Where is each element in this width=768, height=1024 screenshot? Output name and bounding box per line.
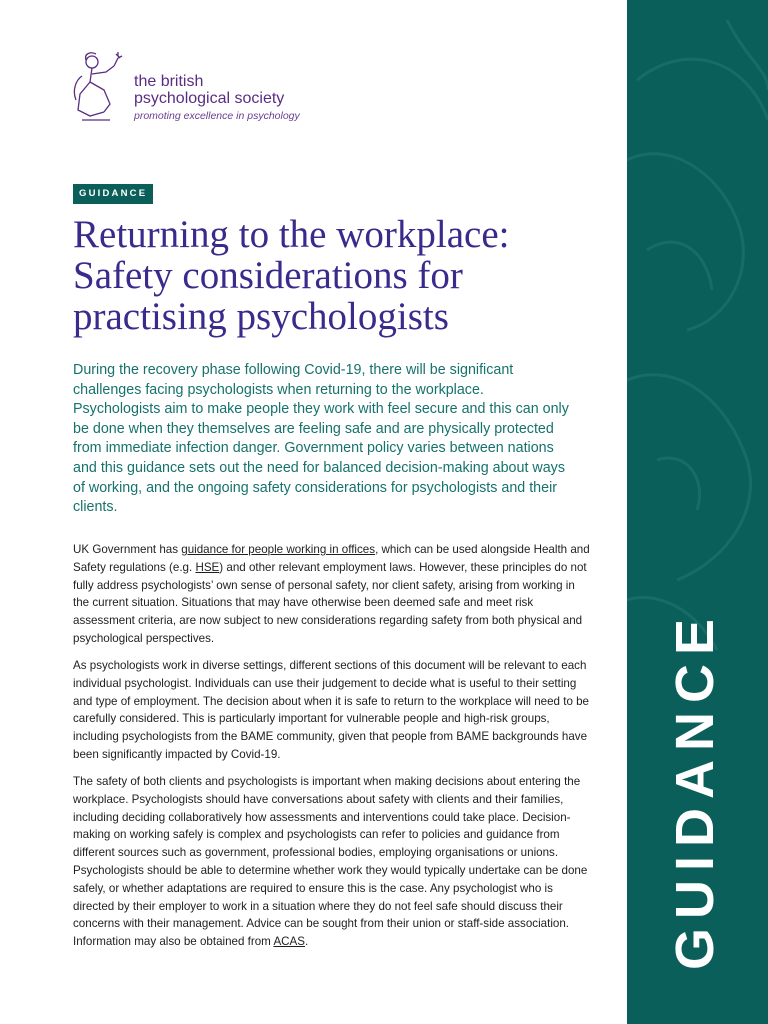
sidebar-guidance-label: GUIDANCE [665,609,725,970]
logo-text [134,73,300,122]
para3-text-b: . [305,935,309,949]
body-paragraph-1 [73,541,593,648]
guidance-badge: GUIDANCE [73,184,153,204]
para1-text-a: UK Government has [73,543,182,556]
intro-paragraph: During the recovery phase following Covid-19, there will be significant challenges facing psychologists when returning to the workplace. Psychologists aim to make people they work with feel secure and this can only be done when they themselves are feeling safe and are physically protected from immediate infection danger. Government policy varies between nations and this guidance sets out the need for balanced decision-making about ways of working, and the ongoing safety considerations for psychologists and their clients. [73,362,569,516]
bps-logo[interactable] [70,50,330,130]
seated-figure-logo-icon [70,50,130,126]
hse-link[interactable]: HSE [195,560,220,574]
office-guidance-link[interactable]: guidance for people working in offices [181,543,376,556]
para1-text-b: , which can be used alongside Health and Safety regulations (e.g. [73,543,590,574]
body-paragraph-3 [73,773,593,951]
logo-tagline: promoting excellence in psychology [134,110,300,122]
body-paragraph-2: As psychologists work in diverse settings, different sections of this document will be relevant to each individual psychologist. Individuals can use their judgement to decide what is useful to their setting and type of employment. The decision about when it is safe to return to the workplace will need to be carefully considered. This is particularly important for vulnerable people and high-risk groups, including psychologists from the BAME community, given that people from BAME backgrounds have been significantly impacted by Covid-19. [73,659,590,761]
acas-link[interactable]: ACAS [273,935,306,949]
para1-text-c: ) and other relevant employment laws. However, these principles do not fully address psychologists’ own sense of personal safety, nor client safety, arising from working in the current situation. Situations that may have otherwise been deemed safe and meet risk assessment criteria, are now subject to new considerations regarding safety from both physical and psychological perspectives. [73,560,587,645]
logo-name-line2: psychological society [134,90,285,107]
logo-name-line1: the british [134,73,204,90]
para3-text-a: The safety of both clients and psychologists is important when making decisions about entering the workplace. Psychologists should have conversations about safety with clients and their families, including deciding collaboratively how assessments and interventions could take place. Decision-making on working safely is complex and psychologists can refer to policies and guidance from different sources such as government, professional bodies, employing organisations or unions. Psychologists should be able to determine whether work they would typically undertake can be done safely, or whether adaptations are required to ensure this is the case. Any psychologist who is directed by their employer to work in a situation where they do not feel safe should discuss their concerns with their management. Advice can be sought from their union or staff-side association. Information may also be obtained from [73,775,588,949]
page-title: Returning to the workplace: Safety considerations for practising psychologists [73,213,510,338]
